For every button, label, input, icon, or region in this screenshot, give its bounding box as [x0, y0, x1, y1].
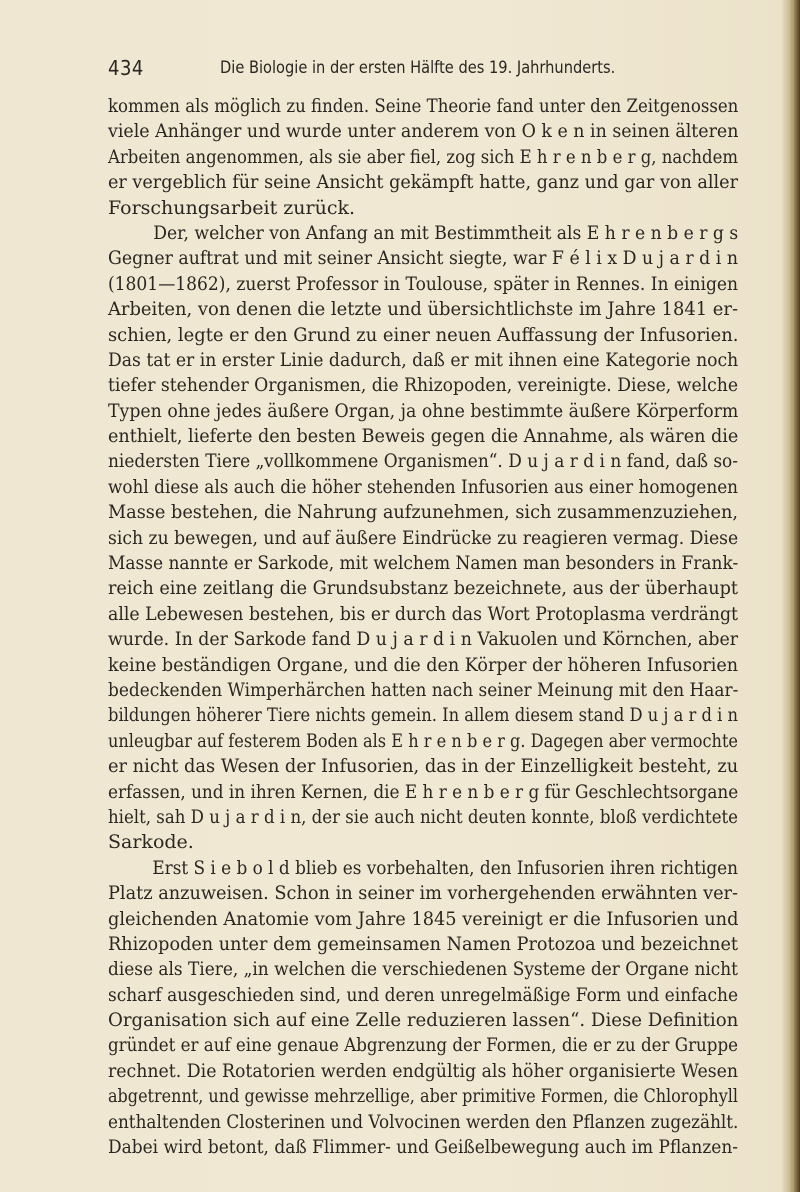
text-line: Forschungsarbeit zurück.: [108, 196, 356, 219]
text-line: Erst S i e b o l d blieb es vorbehalten, den Infusorien ihren richtigen: [152, 856, 738, 879]
text-line: er nicht das Wesen der Infusorien, das in der Einzelligkeit besteht, zu: [108, 755, 739, 778]
text-line: sich zu bewegen, und auf äußere Eindrücke zu reagieren vermag. Diese: [108, 526, 739, 549]
text-line: Rhizopoden unter dem gemeinsamen Namen Protozoa und bezeichnet: [108, 932, 738, 955]
text-line: reich eine zeitlang die Grundsubstanz bezeichnete, aus der überhaupt: [108, 577, 738, 600]
text-line: tiefer stehender Organismen, die Rhizopoden, vereinigte. Diese, welche: [108, 374, 739, 397]
text-line: (1801—1862), zuerst Professor in Toulouse, später in Rennes. In einigen: [108, 272, 739, 295]
text-line: gründet er auf eine genaue Abgrenzung der Formen, die er zu der Gruppe: [108, 1034, 738, 1057]
text-line: enthielt, lieferte den besten Beweis gegen die Annahme, als wären die: [108, 425, 739, 448]
text-line: keine beständigen Organe, und die den Körper der höheren Infusorien: [108, 653, 739, 676]
text-line: Gegner auftrat und mit seiner Ansicht siegte, war F é l i x D u j a r d i n: [108, 247, 738, 270]
text-line: enthaltenden Closterinen und Volvocinen werden den Pflanzen zugezählt.: [108, 1110, 739, 1133]
text-line: alle Lebewesen bestehen, bis er durch das Wort Protoplasma verdrängt: [108, 602, 738, 625]
book-edge-shadow: [791, 0, 794, 1192]
text-line: gleichenden Anatomie vom Jahre 1845 vereinigt er die Infusorien und: [108, 907, 739, 930]
body-text: [108, 94, 738, 1160]
text-line: bildungen höherer Tiere nichts gemein. In allem diesem stand D u j a r d i n: [108, 704, 739, 727]
text-line: Dabei wird betont, daß Flimmer- und Geißelbewegung auch im Pflanzen-: [108, 1136, 739, 1159]
running-title: Die Biologie in der ersten Hälfte des 19. Jahrhunderts.: [220, 58, 616, 78]
text-line: Typen ohne jedes äußere Organ, ja ohne bestimmte äußere Körperform: [108, 399, 739, 422]
text-line: abgetrennt, und gewisse mehrzellige, aber primitive Formen, die Chlorophyll: [108, 1085, 738, 1108]
text-line: diese als Tiere, „in welchen die verschiedenen Systeme der Organe nicht: [108, 958, 738, 981]
text-line: Sarkode.: [108, 831, 194, 854]
text-line: unleugbar auf festerem Boden als E h r e n b e r g. Dagegen aber vermochte: [108, 729, 738, 752]
text-line: kommen als möglich zu finden. Seine Theorie fand unter den Zeitgenossen: [108, 95, 739, 117]
text-line: er vergeblich für seine Ansicht gekämpft hatte, ganz und gar von aller: [108, 171, 739, 194]
text-line: Arbeiten angenommen, als sie aber fiel, zog sich E h r e n b e r g, nachdem: [108, 145, 738, 168]
text-line: Arbeiten, von denen die letzte und übersichtlichste im Jahre 1841 er-: [108, 298, 738, 321]
text-line: scharf ausgeschieden sind, und deren unregelmäßige Form und einfache: [108, 983, 738, 1006]
text-line: Der, welcher von Anfang an mit Bestimmtheit als E h r e n b e r g s: [153, 221, 739, 244]
text-line: erfassen, und in ihren Kernen, die E h r e n b e r g für Geschlechtsorgane: [108, 780, 739, 803]
text-line: rechnet. Die Rotatorien werden endgültig als höher organisierte Wesen: [108, 1059, 739, 1082]
text-line: niedersten Tiere „vollkommene Organismen“. D u j a r d i n fand, daß so-: [108, 450, 738, 473]
text-line: Masse nannte er Sarkode, mit welchem Namen man besonders in Frank-: [108, 552, 739, 575]
text-line: wurde. In der Sarkode fand D u j a r d i n Vakuolen und Körnchen, aber: [108, 628, 739, 651]
text-line: hielt, sah D u j a r d i n, der sie auch nicht deuten konnte, bloß verdichtete: [108, 805, 738, 828]
text-line: Das tat er in erster Linie dadurch, daß er mit ihnen eine Kategorie noch: [108, 348, 739, 371]
text-line: Masse bestehen, die Nahrung aufzunehmen, sich zusammenzuziehen,: [108, 501, 738, 524]
page-header: [108, 56, 740, 86]
text-line: bedeckenden Wimperhärchen hatten nach seiner Meinung mit den Haar-: [108, 678, 739, 701]
text-line: Organisation sich auf eine Zelle reduzieren lassen“. Diese Definition: [108, 1009, 739, 1032]
page-number: 434: [108, 56, 144, 80]
text-line: schien, legte er den Grund zu einer neuen Auffassung der Infusorien.: [108, 323, 739, 346]
text-line: Platz anzuweisen. Schon in seiner im vorhergehenden erwähnten ver-: [108, 882, 739, 905]
text-line: wohl diese als auch die höher stehenden Infusorien aus einer homogenen: [108, 475, 738, 498]
text-line: viele Anhänger und wurde unter anderem von O k e n in seinen älteren: [108, 120, 739, 143]
